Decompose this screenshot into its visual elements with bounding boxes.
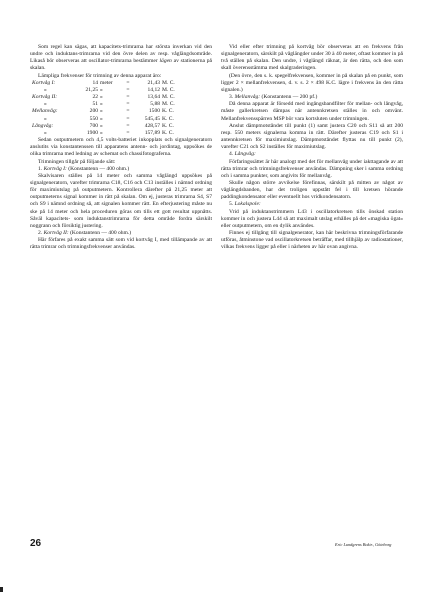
frequency-cell-num: 21,25 [85,86,98,93]
paragraph-trimning: Trimningen tillgår på följande sätt: [38,158,116,165]
left-column [30,44,212,252]
section-heading-kortvag-1: 1. Kortvåg I: (Konstantenn — 400 ohm.) [38,165,130,172]
frequency-cell-val: 5,88 [150,101,160,108]
frequency-cell-eq: = [126,129,130,136]
frequency-cell-val: 13,64 [147,94,160,101]
paragraph-mellanvag-2: Anslut dämpmotståndet till punkt (1) samt justera C20 och S11 så att 200 resp. 550 meters signalerna komma in rätt. Därefter justeras C19 och S1 i antennkretsen för maximiutslag. Dämpmotståndet flyttas nu till punkt (2), varefter C21 och S2 inställes för maximiutslag. [221,122,403,151]
frequency-cell-eq: = [126,86,130,93]
frequency-row [32,108,177,115]
frequency-cell-res-unit: M. C. [162,101,175,108]
frequency-cell-unit: » [100,94,103,101]
frequency-cell-num: 550 [89,115,98,122]
frequency-table [32,80,177,137]
paragraph-signalgenerator: Finnes ej tillgång till signalgenerator, kan här beskrivna trimningsförfarande utföras, åtminstone vad oscillatorkretsen beträffar, med tillhjälp av radiostationer, vilkas frekvens ligger på eller i närheten av här ovan angivna. [221,230,403,251]
frequency-row [32,130,177,137]
frequency-cell-num: 22 [92,94,98,101]
frequency-cell-unit: » [100,129,103,136]
paragraph-mellanvag-1: Då denna apparat är försedd med ingångsbandfilter för mellan- och långvåg, måste gallerkretsen dämpas när antennkretsen ställes in och omvänt. Mellanfrekvensspärren MSP bör vara kortsluten under trimningen. [221,101,403,122]
table-intro: Lämpliga frekvenser för trimning av denna apparat äro: [38,72,162,79]
frequency-cell-unit: meter [100,79,113,86]
frequency-row [32,80,177,87]
frequency-cell-num: 200 [89,108,98,115]
frequency-cell-unit: » [100,108,103,115]
frequency-cell-res-unit: K. C. [162,108,174,115]
frequency-cell-res-unit: M. C. [162,86,175,93]
frequency-row [32,123,177,130]
section-heading-kortvag-2: 2. Kortvåg II: (Konstantenn — 400 ohm.) [38,230,132,237]
frequency-cell-label: Kortvåg I: [32,79,56,86]
frequency-cell-label: » [44,101,47,108]
frequency-cell-val: 21,43 [147,79,160,86]
paragraph-kortvag-2: Här förfares på exakt samma sätt som vid kortvåg I, med tillämpande av att rätta trimrar och trimningsfrekvenser användas. [30,237,212,251]
frequency-cell-val: 545,45 [144,115,160,122]
paragraph-spegel-1: Vid eller efter trimning på kortvåg bör observeras att en frekvens från signalgeneratorn, särskilt på våglängder under 30 à 40 meter, oftast kommer in på två ställen på skalan. Den undre, i våglängd räknat, är den rätta, och den som skall överensstämma med skalgraderingen. [221,44,403,72]
printer-imprint: Eric Lundgrens Boktr., Göteborg [335,542,392,547]
paragraph-langvag-2: Skulle någon större avvikelse förefinnas, särskilt på mitten av något av våglängdsbanden, har det troligen uppstått fel i till kretsen hörande paddingkondensator eller eventuellt hos vridkondensatorn. [221,179,403,201]
frequency-cell-val: 1500 [148,108,160,115]
paragraph-langvag-1: Förfaringssättet är här analogt med det för mellanvåg under iakttagande av att rätta trimrar och trimningsfrekvenser användas. Dämpning sker i samma ordning och i samma punkter, som angivits för mellanvåg. [221,158,403,179]
frequency-cell-label: Kortvåg II: [32,94,58,101]
frequency-cell-res-unit: M. C. [162,94,175,101]
frequency-cell-val: 157,89 [144,129,160,136]
frequency-cell-res-unit: M. C. [162,79,175,86]
frequency-cell-eq: = [126,101,130,108]
frequency-row [32,116,177,123]
frequency-cell-unit: » [100,115,103,122]
intro-paragraph: Som regel kan sägas, att kapacitets-trimrarna har största inverkan vid den undre och induktans-trimrarna vid den övre delen av resp. våglängdsområde. Likaså bör observeras att oscillator-trimrarna bestämmer lägen av stationerna på skalan. [30,44,212,72]
right-column [221,44,403,252]
frequency-cell-eq: = [126,79,130,86]
page-number: 26 [30,538,42,549]
paragraph-kortvag-1: Skalvisaren ställes på 14 meter och samma våglängd uppsökes på signalgeneratorn, varefter trimrarna C18, C16 och C13 inställes i nämnd ordning för maximiutslag på outputmetern. Kontrollera därefter på 21,25 meter att outputmeterns signal kommer in rätt på skalan. Om ej, justeras trimrarna S4, S7 och S9 i nämnd ordning så, att signalen kommer rätt. En efterjustering måste nu ske på 14 meter och hela proceduren göras om tills ett gott resultat uppnåtts. Såväl kapacitets- som induktanstrimrarna för detta område fordra särskilt noggrann och försiktig justering. [30,172,212,229]
paragraph-lokalspole: Vrid på induktanstrimmern L43 i oscillatorkretsen tills önskad station kommer in och justera L44 så att maximalt utslag erhålles på det »magiska ögat» eller outputmetern, om en dylik användes. [221,208,403,229]
frequency-cell-eq: = [126,122,130,129]
frequency-cell-eq: = [126,94,130,101]
frequency-cell-eq: = [126,108,130,115]
section-heading-langvag: 4. Långvåg: [229,151,256,158]
frequency-cell-num: 700 [89,122,98,129]
frequency-cell-label: » [44,129,47,136]
frequency-cell-unit: » [100,122,103,129]
frequency-cell-label: » [44,86,47,93]
frequency-cell-label: Mellanvåg: [32,108,58,115]
paragraph-spegel-2: (Den övre, den s. k. spegelfrekvensen, kommer in på skalan på en punkt, som ligger 2 × mellanfrekvensen, d. v. s. 2 × 498 K.C. lägre i frekvens än den rätta signalen.) [221,72,403,93]
frequency-cell-num: 1900 [86,129,98,136]
paragraph-outputmeter: Sedan outputmetern och 4,5 volts-batteriet inkopplats och signalgeneratorn anslutits via konstantenssen till apparatens antenn- och jordintag, uppsökes de olika trimrarna med ledning av schemat och chassifotograferna. [30,137,212,158]
section-heading-mellanvag: 3. Mellanvåg: (Konstantenn — 200 pf.) [229,94,318,101]
frequency-cell-val: 428,57 [144,122,160,129]
frequency-cell-unit: » [100,86,103,93]
frequency-cell-res-unit: K. C. [162,129,174,136]
frequency-cell-res-unit: K. C. [162,122,174,129]
frequency-cell-num: 51 [92,101,98,108]
frequency-cell-num: 14 [92,79,98,86]
frequency-cell-label: Långvåg: [32,122,54,129]
frequency-row [32,94,177,101]
frequency-cell-label: » [44,115,47,122]
frequency-cell-val: 14,12 [147,86,160,93]
frequency-cell-unit: » [100,101,103,108]
section-heading-lokalspole: 5. Lokalspole: [229,201,261,208]
frequency-cell-res-unit: K. C. [162,115,174,122]
scan-edge-mark [0,587,3,592]
frequency-cell-eq: = [126,115,130,122]
